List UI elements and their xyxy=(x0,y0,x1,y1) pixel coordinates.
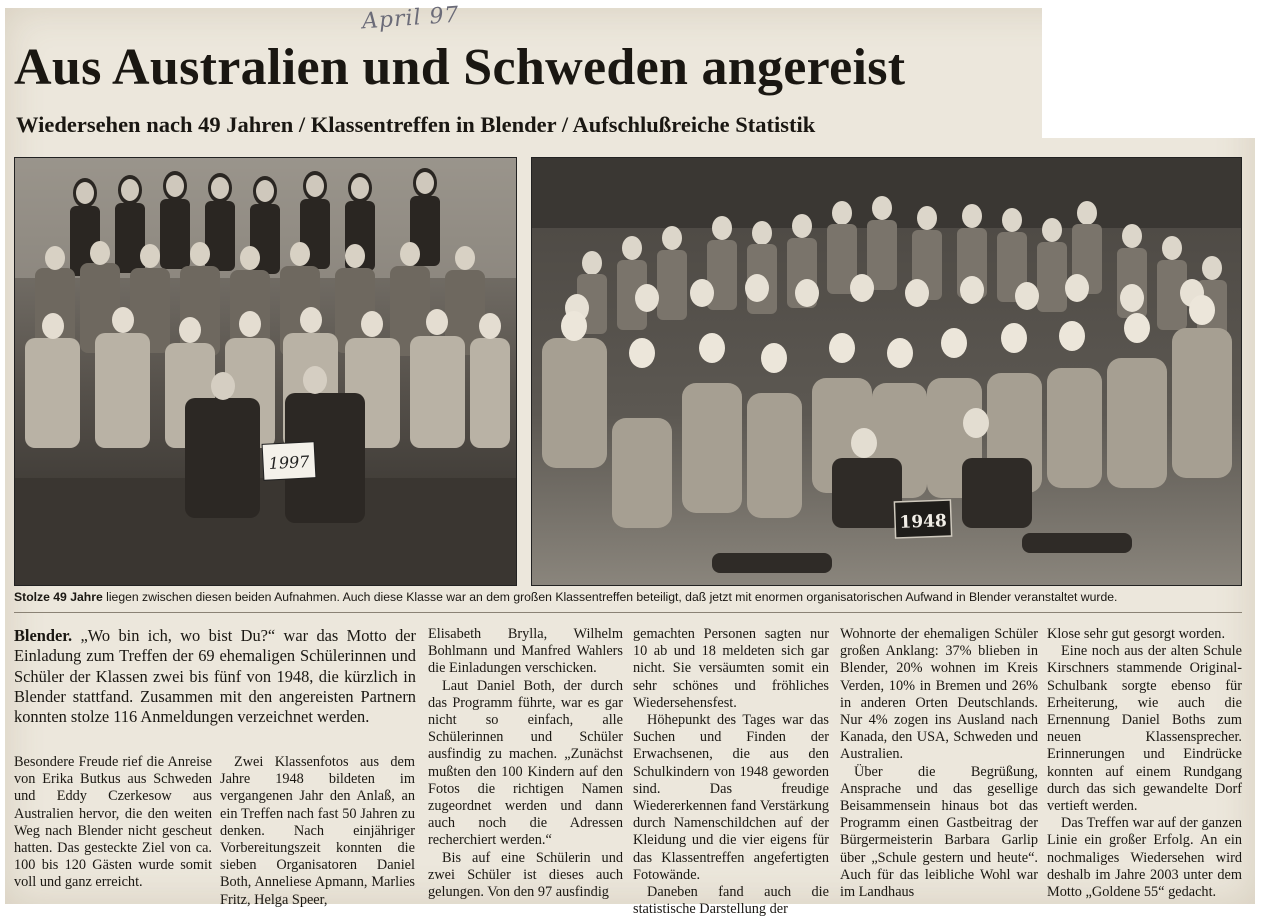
article-subheadline: Wiedersehen nach 49 Jahren / Klassentreffen in Blender / Aufschlußreiche Statistik xyxy=(16,112,816,137)
column-3-paragraph-3: Bis auf eine Schülerin und zwei Schüler ist dieses auch gelungen. Von den 97 ausfindig xyxy=(428,849,623,901)
article-column-5 xyxy=(840,626,1038,901)
article-column-2 xyxy=(220,754,415,909)
column-4-paragraph-2: Höhepunkt des Tages war das Suchen und Finden der Erwachsenen, die aus den Schulkindern von 1948 geworden sind. Das freudige Wiedererkennen fand Verstärkung durch Namenschildchen auf der Kleidung und die vier eigens für das Klassentreffen angefertigten Fotowände. xyxy=(633,712,829,883)
photo-sign-1948: 1948 xyxy=(899,511,948,533)
column-1-paragraph: Besondere Freude rief die Anreise von Erika Butkus aus Schweden und Eddy Czerkesow aus Australien hervor, die den weiten Weg nach Blender nicht gescheut hatten. Das gesteckte Ziel von ca. 100 bis 120 Gästen wurde somit voll und ganz erreicht. xyxy=(14,754,212,891)
article-column-6 xyxy=(1047,626,1242,901)
article-lead-paragraph xyxy=(14,626,416,727)
photo-class-1948-drawing xyxy=(532,158,1241,585)
article-column-4 xyxy=(633,626,829,918)
dateline-place: Blender. xyxy=(14,626,73,645)
handwritten-date-annotation: April 97 xyxy=(361,2,461,35)
photo-class-1948 xyxy=(531,157,1242,586)
photo-sign-1997: 1997 xyxy=(268,451,310,474)
article-column-1 xyxy=(14,754,212,892)
column-6-paragraph-1: Klose sehr gut gesorgt worden. xyxy=(1047,626,1226,642)
column-6-paragraph-2: Eine noch aus der alten Schule Kirschners stammende Original-Schulbank sorgte ebenso für Erheiterung, wie auch die Ernennung Daniel Boths zum neuen Klassensprecher. Erinnerungen und Eindrücke konnten auf einem Rundgang durch das sich gewandelte Dorf vertieft werden. xyxy=(1047,643,1242,815)
photo-caption xyxy=(14,589,1254,605)
caption-divider xyxy=(14,612,1242,613)
photo-caption-text: liegen zwischen diesen beiden Aufnahmen. Auch diese Klasse war an dem großen Klassentreffen beteiligt, daß jetzt mit enormen organisatorischen Aufwand in Blender veranstaltet wurde. xyxy=(102,590,1118,604)
photo-reunion-1997 xyxy=(14,157,517,586)
lead-text: „Wo bin ich, wo bist Du?“ war das Motto der Einladung zum Treffen der 69 ehemaligen Schülerinnen und Schüler der Klassen zwei bis fünf von 1948, die kürzlich in Blender stattfand. Zusammen mit den angereisten Partnern konnten stolze 116 Anmeldungen verzeichnet werden. xyxy=(14,626,416,727)
column-4-paragraph-3: Daneben fand auch die statistische Darstellung der xyxy=(633,884,829,918)
photo-reunion-1997-drawing xyxy=(15,158,516,585)
column-3-paragraph-1: Elisabeth Brylla, Wilhelm Bohlmann und Manfred Wahlers die Einladungen verschicken. xyxy=(428,626,623,677)
column-5-paragraph-1: Wohnorte der ehemaligen Schüler großen Anklang: 37% blieben in Blender, 20% wohnen im Kreis Verden, 10% in Bremen und 26% in anderen Orten Deutschlands. Nur 4% zogen ins Ausland nach Kanada, den USA, Schweden und Australien. xyxy=(840,626,1038,763)
column-4-paragraph-1: gemachten Personen sagten nur 10 ab und 18 meldeten sich gar nicht. Sie versäumten somit ein sehr schönes und fröhliches Wiedersehensfest. xyxy=(633,626,829,711)
article-headline: Aus Australien und Schweden angereist xyxy=(14,39,906,96)
column-5-paragraph-2: Über die Begrüßung, Ansprache und das gesellige Beisammensein hinaus bot das Programm einen Gastbeitrag der Bürgermeisterin Barbara Garlip über „Schule gestern und heute“. Auch für das leibliche Wohl war im Landhaus xyxy=(840,763,1038,901)
white-background-corner xyxy=(1042,8,1262,138)
article-column-3 xyxy=(428,626,623,901)
column-2-paragraph: Zwei Klassenfotos aus dem Jahre 1948 bildeten im vergangenen Jahr den Anlaß, an ein Treffen nach fast 50 Jahren zu denken. Nach einjähriger Vorbereitungszeit konnten die sieben Organisatoren Daniel Both, Anneliese Apmann, Marlies Fritz, Helga Speer, xyxy=(220,754,415,908)
column-3-paragraph-2: Laut Daniel Both, der durch das Programm führte, war es gar nicht so einfach, alle Schülerinnen und Schüler ausfindig zu machen. „Zunächst mußten den 100 Kindern auf den Fotos die richtigen Namen zugeordnet werden und dann auch noch die Adressen recherchiert werden.“ xyxy=(428,677,623,849)
photo-caption-bold: Stolze 49 Jahre xyxy=(14,590,103,604)
column-6-paragraph-3: Das Treffen war auf der ganzen Linie ein großer Erfolg. An ein nochmaliges Wiedersehen wird deshalb im Jahre 2003 unter dem Motto „Goldene 55“ gedacht. xyxy=(1047,815,1242,901)
